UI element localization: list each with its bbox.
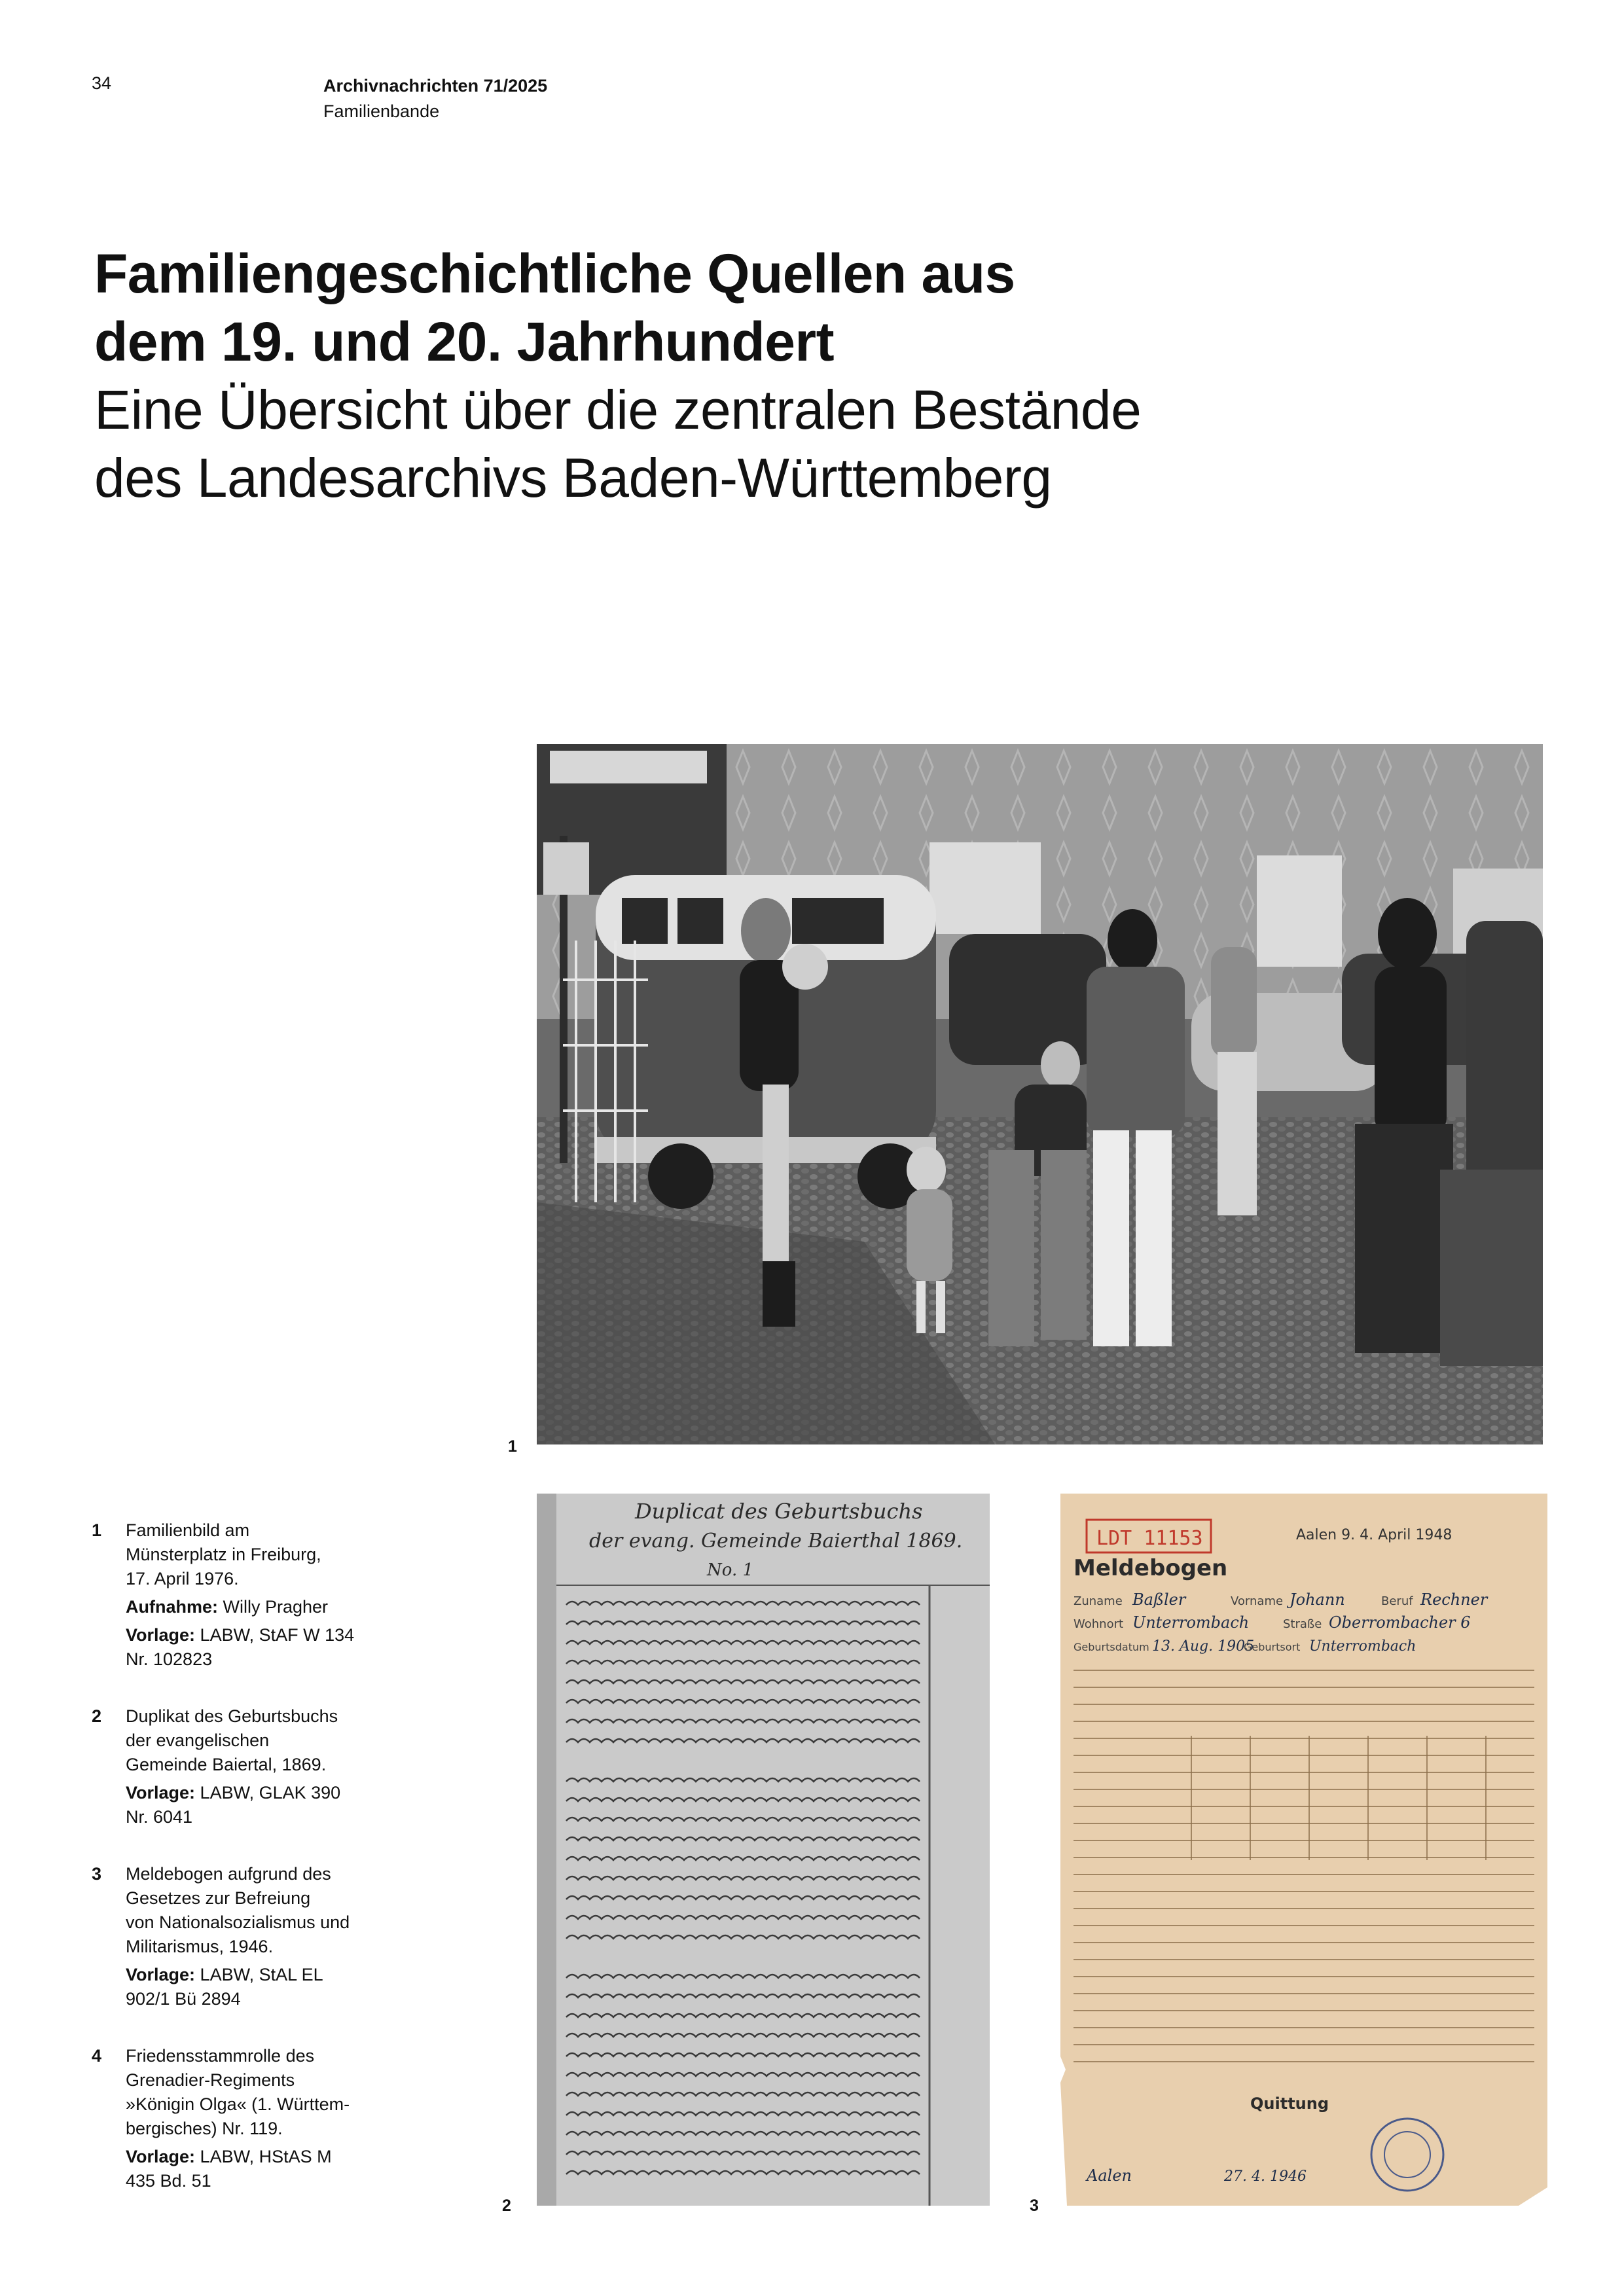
figure-number-1: 1 xyxy=(508,1437,517,1456)
form-illustration xyxy=(1060,1494,1547,2206)
form-birthplace: Unterrombach xyxy=(1309,1638,1416,1655)
form-residence-label: Wohnort xyxy=(1074,1617,1124,1631)
form-firstname-label: Vorname xyxy=(1231,1594,1284,1608)
form-job-label: Beruf xyxy=(1381,1594,1413,1608)
running-header xyxy=(323,73,547,124)
caption-number: 4 xyxy=(92,2046,102,2066)
caption-text: Duplikat des Geburtsbuchs der evangelischen Gemeinde Baiertal, 1869. xyxy=(126,1706,338,1774)
form-surname: Baßler xyxy=(1132,1590,1186,1609)
caption-source: Vorlage: LABW, HStAS M 435 Bd. 51 xyxy=(126,2147,332,2191)
document-illustration xyxy=(537,1494,990,2206)
caption-number: 2 xyxy=(92,1706,102,1726)
register-heading-2: der evang. Gemeinde Baierthal 1869. xyxy=(589,1530,963,1552)
caption-source: Vorlage: LABW, StAF W 134 Nr. 102823 xyxy=(126,1625,355,1669)
form-birth: 13. Aug. 1905 xyxy=(1152,1638,1255,1655)
caption-4 xyxy=(92,2044,393,2197)
figure-captions xyxy=(92,1518,393,2226)
form-stamp-number: LDT 11153 xyxy=(1096,1527,1203,1550)
figure-number-2: 2 xyxy=(502,2197,511,2215)
subtitle-line-1: Eine Übersicht über die zentralen Bestände xyxy=(94,379,1142,440)
register-heading-1: Duplicat des Geburtsbuchs xyxy=(635,1499,923,1524)
family-photo-muensterplatz xyxy=(537,744,1543,1444)
form-street-label: Straße xyxy=(1283,1617,1322,1631)
section-title: Familienbande xyxy=(323,101,440,121)
caption-source: Vorlage: LABW, GLAK 390 Nr. 6041 xyxy=(126,1783,341,1827)
form-place-date: Aalen 9. 4. April 1948 xyxy=(1296,1527,1453,1543)
form-title: Meldebogen xyxy=(1074,1555,1228,1581)
form-sign-place: Aalen xyxy=(1087,2166,1132,2185)
caption-number: 1 xyxy=(92,1520,102,1540)
caption-text: Friedensstammrolle des Grenadier-Regiments »Königin Olga« (1. Württem- bergisches) Nr. 119. xyxy=(126,2046,350,2138)
caption-2 xyxy=(92,1704,393,1833)
form-street: Oberrombacher 6 xyxy=(1329,1613,1471,1632)
caption-3 xyxy=(92,1862,393,2015)
caption-photo-credit: Aufnahme: Willy Pragher xyxy=(126,1597,329,1617)
page-number: 34 xyxy=(92,73,112,93)
caption-1 xyxy=(92,1518,393,1676)
title-line-1: Familiengeschichtliche Quellen aus xyxy=(94,243,1015,304)
photo-illustration xyxy=(537,744,1543,1444)
caption-text: Meldebogen aufgrund des Gesetzes zur Befreiung von Nationalsozialismus und Militarismus, 1946. xyxy=(126,1864,350,1956)
meldebogen-form xyxy=(1060,1494,1547,2206)
form-sign-date: 27. 4. 1946 xyxy=(1224,2168,1307,2185)
figure-number-3: 3 xyxy=(1030,2197,1039,2215)
caption-number: 3 xyxy=(92,1864,102,1884)
birth-register-duplicate xyxy=(537,1494,990,2206)
form-firstname: Johann xyxy=(1290,1590,1345,1609)
form-birthplace-label: Geburtsort xyxy=(1244,1641,1301,1653)
caption-text: Familienbild am Münsterplatz in Freiburg, 17. April 1976. xyxy=(126,1520,321,1588)
journal-title: Archivnachrichten 71/2025 xyxy=(323,76,548,96)
subtitle-line-2: des Landesarchivs Baden-Württemberg xyxy=(94,447,1052,509)
caption-source: Vorlage: LABW, StAL EL 902/1 Bü 2894 xyxy=(126,1965,323,2009)
register-entry-number: No. 1 xyxy=(707,1560,754,1580)
form-residence: Unterrombach xyxy=(1132,1613,1250,1632)
form-receipt: Quittung xyxy=(1250,2094,1329,2113)
form-surname-label: Zuname xyxy=(1074,1594,1123,1608)
article-title xyxy=(94,240,1567,512)
form-job: Rechner xyxy=(1420,1590,1488,1609)
title-line-2: dem 19. und 20. Jahrhundert xyxy=(94,311,835,372)
form-birth-label: Geburtsdatum xyxy=(1074,1641,1149,1653)
